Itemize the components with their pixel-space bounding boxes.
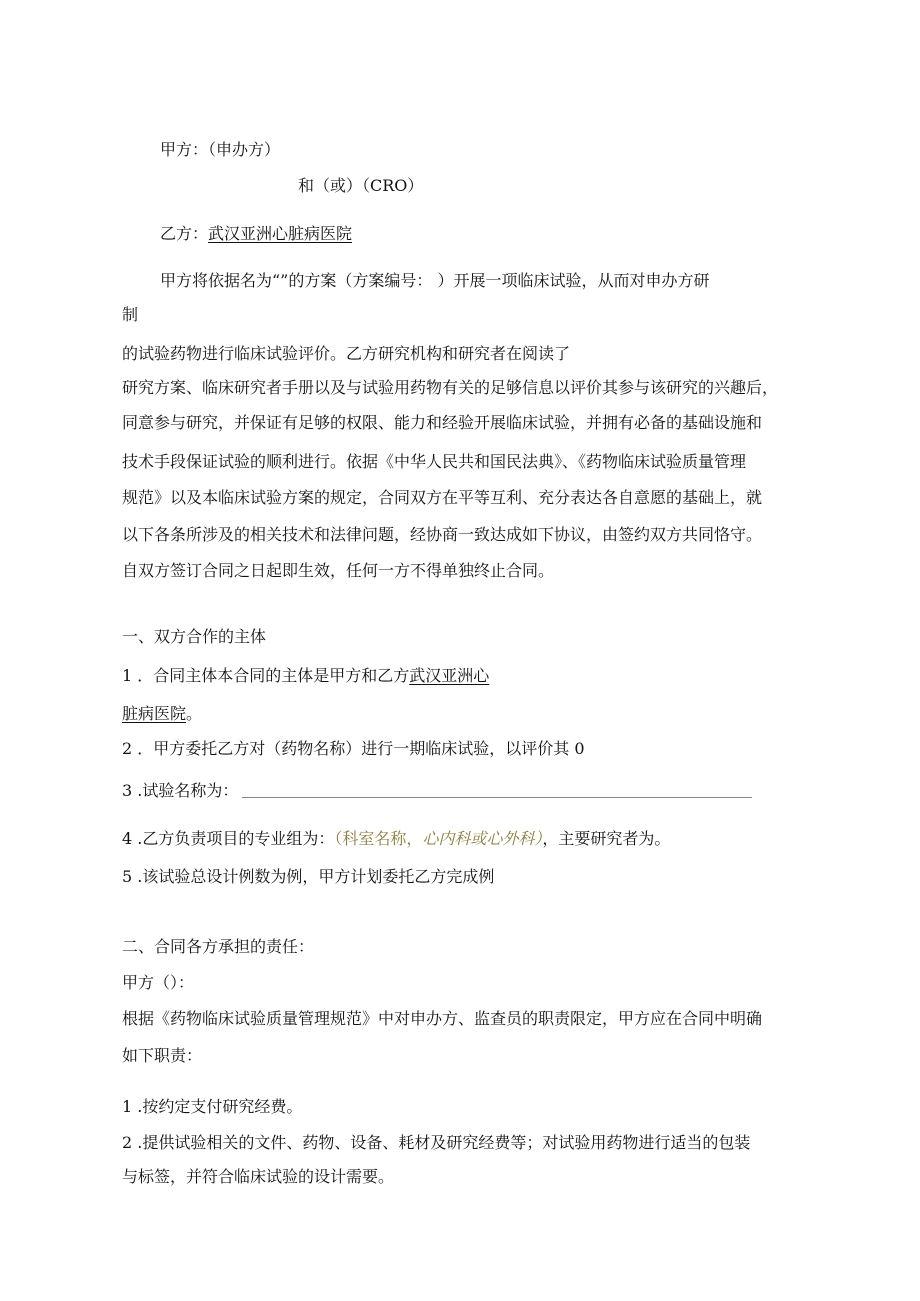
section-1-item-4 bbox=[122, 828, 670, 850]
section-1-item-3 bbox=[122, 780, 752, 802]
section-1-item-1 bbox=[122, 665, 489, 687]
dept-name-hint: （科室名称， bbox=[334, 829, 423, 848]
intro-line-4: 研究方案、临床研究者手册以及与试验用药物有关的足够信息以评价其参与该研究的兴趣后， bbox=[122, 378, 779, 397]
section-2-party-a: 甲方（）： bbox=[122, 973, 195, 992]
party-b-line bbox=[160, 223, 352, 245]
dept-options-hint: 心内科或心外科） bbox=[422, 829, 543, 848]
item-4-suffix: ，主要研究者为。 bbox=[542, 829, 671, 848]
item-4-prefix: 4 .乙方负责项目的专业组为： bbox=[122, 829, 335, 848]
item-1-end: 。 bbox=[186, 704, 203, 723]
item-3-label: 3 .试验名称为： bbox=[122, 781, 239, 800]
intro-line-5: 同意参与研究，并保证有足够的权限、能力和经验开展临床试验，并拥有必备的基础设施和 bbox=[122, 413, 763, 432]
intro-line-9: 自双方签订合同之日起即生效，任何一方不得单独终止合同。 bbox=[122, 561, 555, 580]
section-2-item-2: 2 .提供试验相关的文件、药物、设备、耗材及研究经费等；对试验用药物进行适当的包装 bbox=[122, 1133, 751, 1152]
trial-name-blank-line bbox=[242, 796, 752, 798]
item-1-prefix: 1 ．合同主体本合同的主体是甲方和乙方 bbox=[122, 666, 410, 685]
section-2-item-1: 1 .按约定支付研究经费。 bbox=[122, 1097, 303, 1116]
party-a-line: 甲方：（申办方） bbox=[160, 140, 281, 159]
section-1-item-1-cont bbox=[122, 703, 202, 725]
item-1-hospital-name-b: 脏病医院 bbox=[122, 704, 187, 723]
and-or-cro-line: 和（或）（CRO） bbox=[298, 176, 424, 195]
section-1-item-2: 2 ．甲方委托乙方对（药物名称）进行一期临床试验，以评价其 0 bbox=[122, 739, 585, 758]
party-b-name: 武汉亚洲心脏病医院 bbox=[208, 224, 353, 243]
section-1-heading: 一、双方合作的主体 bbox=[122, 627, 267, 646]
intro-line-6: 技术手段保证试验的顺利进行。依据《中华人民共和国民法典》、《药物临床试验质量管理 bbox=[122, 452, 747, 471]
section-2-para-2: 如下职责： bbox=[122, 1046, 203, 1065]
party-b-label: 乙方： bbox=[160, 224, 209, 243]
item-1-hospital-name-a: 武汉亚洲心 bbox=[409, 666, 490, 685]
section-2-heading: 二、合同各方承担的责任： bbox=[122, 937, 315, 956]
intro-line-8: 以下各条所涉及的相关技术和法律问题，经协商一致达成如下协议，由签约双方共同恪守。 bbox=[122, 525, 763, 544]
intro-line-3: 的试验药物进行临床试验评价。乙方研究机构和研究者在阅读了 bbox=[122, 344, 571, 363]
section-1-item-5: 5 .该试验总设计例数为例，甲方计划委托乙方完成例 bbox=[122, 867, 495, 886]
section-2-item-2-cont: 与标签，并符合临床试验的设计需要。 bbox=[122, 1167, 395, 1186]
intro-line-1: 甲方将依据名为“”的方案（方案编号： ）开展一项临床试验，从而对申办方研 bbox=[160, 271, 710, 290]
section-2-para-1: 根据《药物临床试验质量管理规范》中对申办方、监查员的职责限定，甲方应在合同中明确 bbox=[122, 1009, 763, 1028]
intro-line-2: 制 bbox=[122, 305, 139, 324]
intro-line-7: 规范》以及本临床试验方案的规定，合同双方在平等互利、充分表达各自意愿的基础上，就 bbox=[122, 488, 763, 507]
